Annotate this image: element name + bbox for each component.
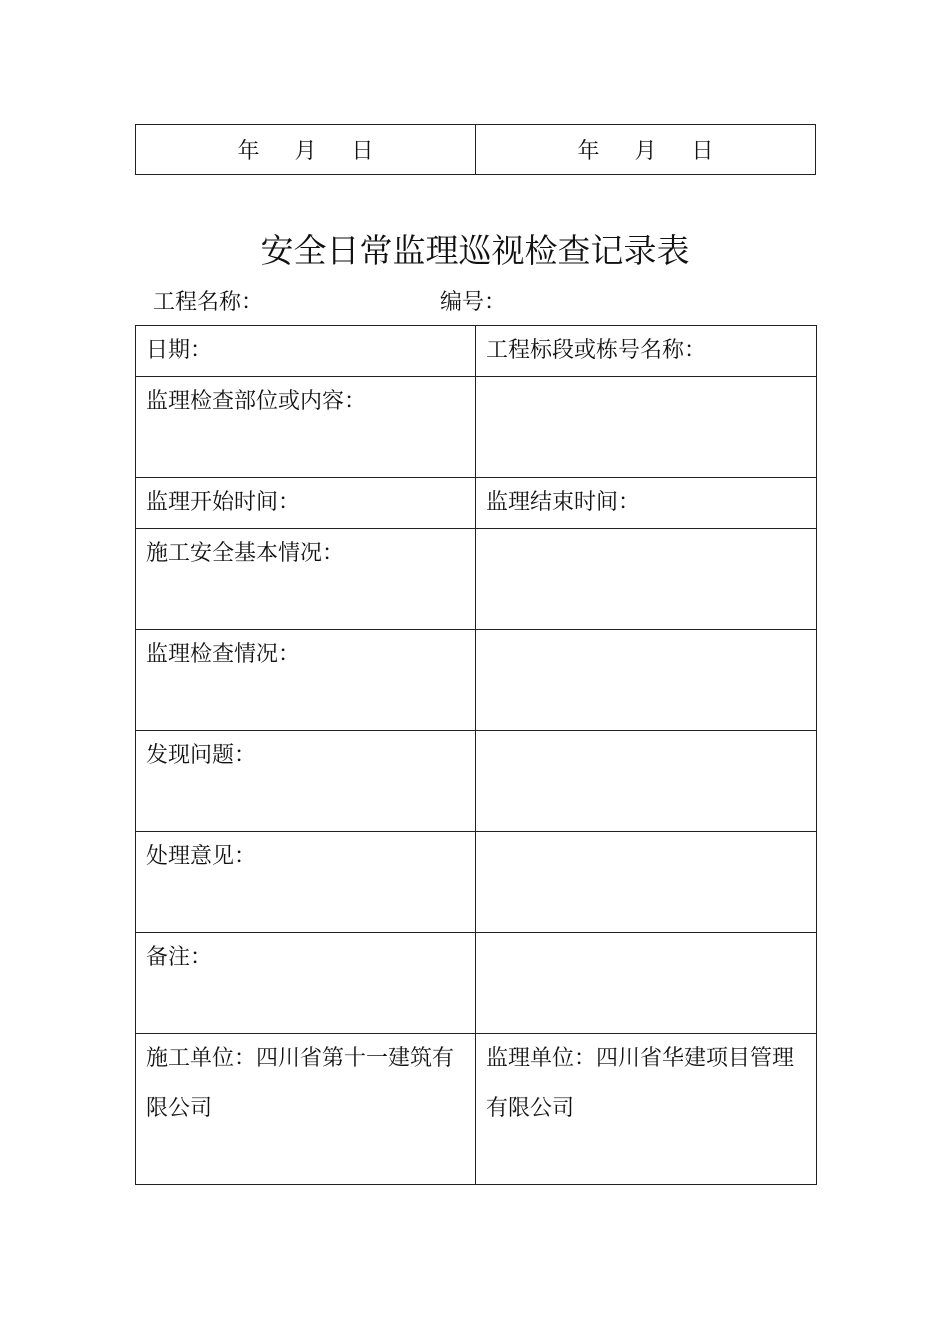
- project-name-label: 工程名称：: [153, 290, 264, 315]
- right-day: 日: [691, 139, 714, 164]
- remarks-cell[interactable]: [136, 933, 476, 1034]
- handling-value-cell[interactable]: [476, 832, 817, 933]
- inspection-status-cell[interactable]: [136, 630, 476, 731]
- left-day: 日: [351, 139, 374, 164]
- inspection-part-cell[interactable]: [136, 377, 476, 478]
- section-label: 工程标段或栋号名称：: [486, 338, 707, 363]
- problems-label: 发现问题：: [146, 743, 257, 768]
- start-time-label: 监理开始时间：: [146, 490, 301, 515]
- handling-cell[interactable]: [136, 832, 476, 933]
- construction-safety-value-cell[interactable]: [476, 529, 817, 630]
- left-date-cell: [136, 125, 476, 175]
- construction-safety-cell[interactable]: [136, 529, 476, 630]
- left-year: 年: [237, 139, 260, 164]
- start-time-cell[interactable]: [136, 478, 476, 529]
- inspection-record-table: [135, 325, 817, 1185]
- construction-unit-cell[interactable]: [136, 1034, 476, 1185]
- construction-unit-text: 施工单位：四川省第十一建筑有限公司: [146, 1046, 455, 1121]
- end-time-cell[interactable]: [476, 478, 817, 529]
- right-year: 年: [577, 139, 600, 164]
- end-time-label: 监理结束时间：: [486, 490, 641, 515]
- number-label: 编号：: [440, 290, 507, 315]
- problems-value-cell[interactable]: [476, 731, 817, 832]
- form-meta-row: [0, 285, 950, 317]
- supervision-unit-text: 监理单位：四川省华建项目管理有限公司: [486, 1046, 795, 1121]
- inspection-status-label: 监理检查情况：: [146, 642, 301, 667]
- inspection-part-value-cell[interactable]: [476, 377, 817, 478]
- problems-cell[interactable]: [136, 731, 476, 832]
- page-title: 安全日常监理巡视检查记录表: [260, 231, 690, 270]
- right-month: 月: [634, 139, 657, 164]
- remarks-value-cell[interactable]: [476, 933, 817, 1034]
- remarks-label: 备注：: [146, 945, 213, 970]
- right-date-cell: [476, 125, 816, 175]
- section-cell[interactable]: [476, 326, 817, 377]
- handling-label: 处理意见：: [146, 844, 257, 869]
- left-month: 月: [294, 139, 317, 164]
- inspection-part-label: 监理检查部位或内容：: [146, 389, 367, 414]
- date-cell[interactable]: [136, 326, 476, 377]
- date-label: 日期：: [146, 338, 213, 363]
- supervision-unit-cell[interactable]: [476, 1034, 817, 1185]
- inspection-status-value-cell[interactable]: [476, 630, 817, 731]
- signature-date-table: [135, 124, 816, 175]
- construction-safety-label: 施工安全基本情况：: [146, 541, 345, 566]
